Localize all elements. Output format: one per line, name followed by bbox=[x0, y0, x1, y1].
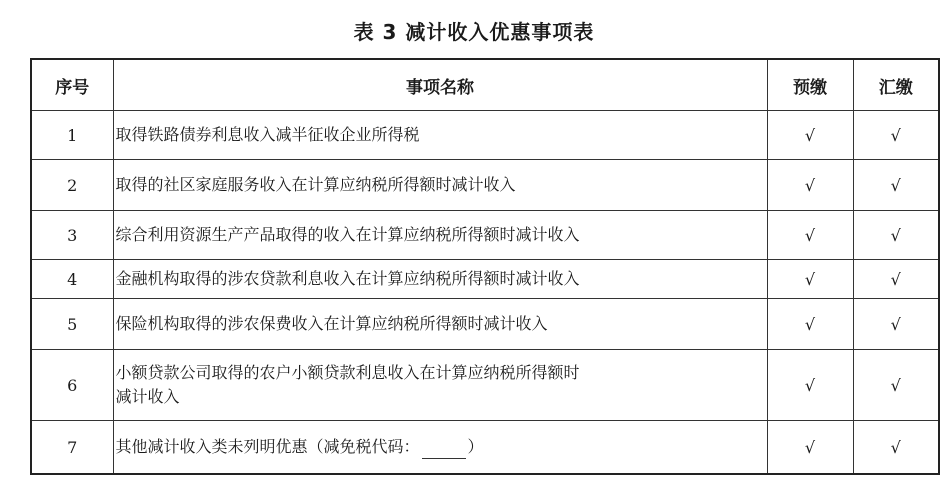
table-row bbox=[31, 421, 939, 475]
row-name-line1: 小额贷款公司取得的农户小额贷款利息收入在计算应纳税所得额时 bbox=[115, 363, 580, 382]
settle-check: √ bbox=[853, 160, 939, 211]
prepay-check: √ bbox=[767, 160, 853, 211]
table-row bbox=[31, 299, 939, 350]
row-num: 5 bbox=[31, 299, 113, 350]
table-title: 表 3 减计收入优惠事项表 bbox=[353, 20, 595, 44]
settle-check: √ bbox=[853, 211, 939, 260]
header-name: 事项名称 bbox=[113, 59, 767, 111]
prepay-check: √ bbox=[767, 260, 853, 299]
settle-check: √ bbox=[853, 260, 939, 299]
header-row bbox=[31, 59, 939, 111]
header-prepay: 预缴 bbox=[767, 59, 853, 111]
row-num: 1 bbox=[31, 111, 113, 160]
row-num: 2 bbox=[31, 160, 113, 211]
row-name bbox=[113, 421, 767, 475]
row-num: 3 bbox=[31, 211, 113, 260]
prepay-check: √ bbox=[767, 421, 853, 475]
header-settle: 汇缴 bbox=[853, 59, 939, 111]
row-name: 综合利用资源生产产品取得的收入在计算应纳税所得额时减计收入 bbox=[113, 211, 767, 260]
prepay-check: √ bbox=[767, 299, 853, 350]
row-name: 保险机构取得的涉农保费收入在计算应纳税所得额时减计收入 bbox=[113, 299, 767, 350]
settle-check: √ bbox=[853, 421, 939, 475]
row-name: 取得的社区家庭服务收入在计算应纳税所得额时减计收入 bbox=[113, 160, 767, 211]
table-row bbox=[31, 160, 939, 211]
row-name-prefix: 其他减计收入类未列明优惠（减免税代码： bbox=[115, 437, 420, 456]
row-name: 金融机构取得的涉农贷款利息收入在计算应纳税所得额时减计收入 bbox=[113, 260, 767, 299]
table-row bbox=[31, 211, 939, 260]
prepay-check: √ bbox=[767, 350, 853, 421]
header-num: 序号 bbox=[31, 59, 113, 111]
table-row bbox=[31, 111, 939, 160]
table-row bbox=[31, 350, 939, 421]
row-num: 4 bbox=[31, 260, 113, 299]
settle-check: √ bbox=[853, 111, 939, 160]
row-name bbox=[113, 350, 767, 421]
settle-check: √ bbox=[853, 350, 939, 421]
deduction-table bbox=[30, 58, 940, 475]
row-num: 6 bbox=[31, 350, 113, 421]
prepay-check: √ bbox=[767, 211, 853, 260]
row-name-line2: 减计收入 bbox=[115, 387, 180, 406]
row-name: 取得铁路债券利息收入减半征收企业所得税 bbox=[113, 111, 767, 160]
table-row bbox=[31, 260, 939, 299]
settle-check: √ bbox=[853, 299, 939, 350]
row-num: 7 bbox=[31, 421, 113, 475]
tax-code-blank bbox=[422, 440, 466, 459]
prepay-check: √ bbox=[767, 111, 853, 160]
row-name-suffix: ） bbox=[467, 437, 484, 456]
